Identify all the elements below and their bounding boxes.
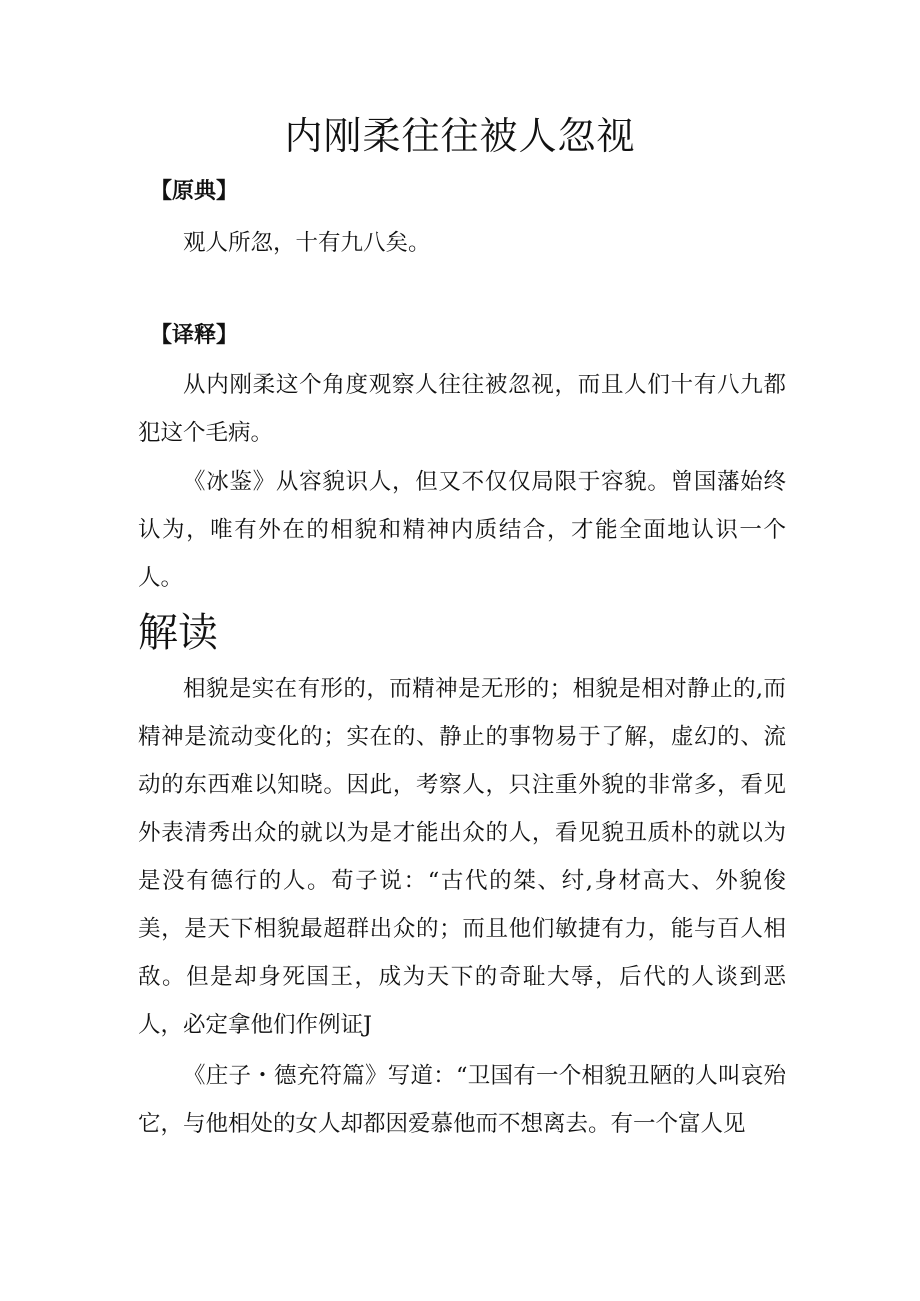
- jiedu-paragraph-2: 《庄子・德充符篇》写道：“卫国有一个相貌丑陋的人叫哀殆它，与他相处的女人却都因爱慕他而不想离去。有一个富人见: [138, 1063, 786, 1137]
- yishi-paragraph-2: 《冰鉴》从容貌识人，但又不仅仅局限于容貌。曾国藩始终认为，唯有外在的相貌和精神内质结合，才能全面地认识一个人。: [138, 469, 786, 591]
- section-label-yishi: 【译释】: [150, 323, 239, 348]
- section-heading-jiedu: 解读: [138, 610, 218, 656]
- yishi-paragraph-1: 从内刚柔这个角度观察人往往被忽视，而且人们十有八九都犯这个毛病。: [138, 372, 786, 446]
- jiedu-paragraph-1: 相貌是实在有形的，而精神是无形的；相貌是相对静止的,而精神是流动变化的；实在的、静止的事物易于了解，虚幻的、流动的东西难以知晓。因此，考察人，只注重外貌的非常多，看见外表清秀出众的就以为是才能出众的人，看见貌丑质朴的就以为是没有德行的人。荀子说：“古代的桀、纣,身材高大、外貌俊美，是天下相貌最超群出众的；而且他们敏捷有力，能与百人相敌。但是却身死国王，成为天下的奇耻大辱，后代的人谈到恶人，必定拿他们作例证J: [138, 676, 786, 1038]
- page-title: 内刚柔往往被人忽视: [284, 114, 636, 158]
- yuandian-text: 观人所忽，十有九八矣。: [183, 230, 431, 256]
- section-label-yuandian: 【原典】: [150, 179, 239, 204]
